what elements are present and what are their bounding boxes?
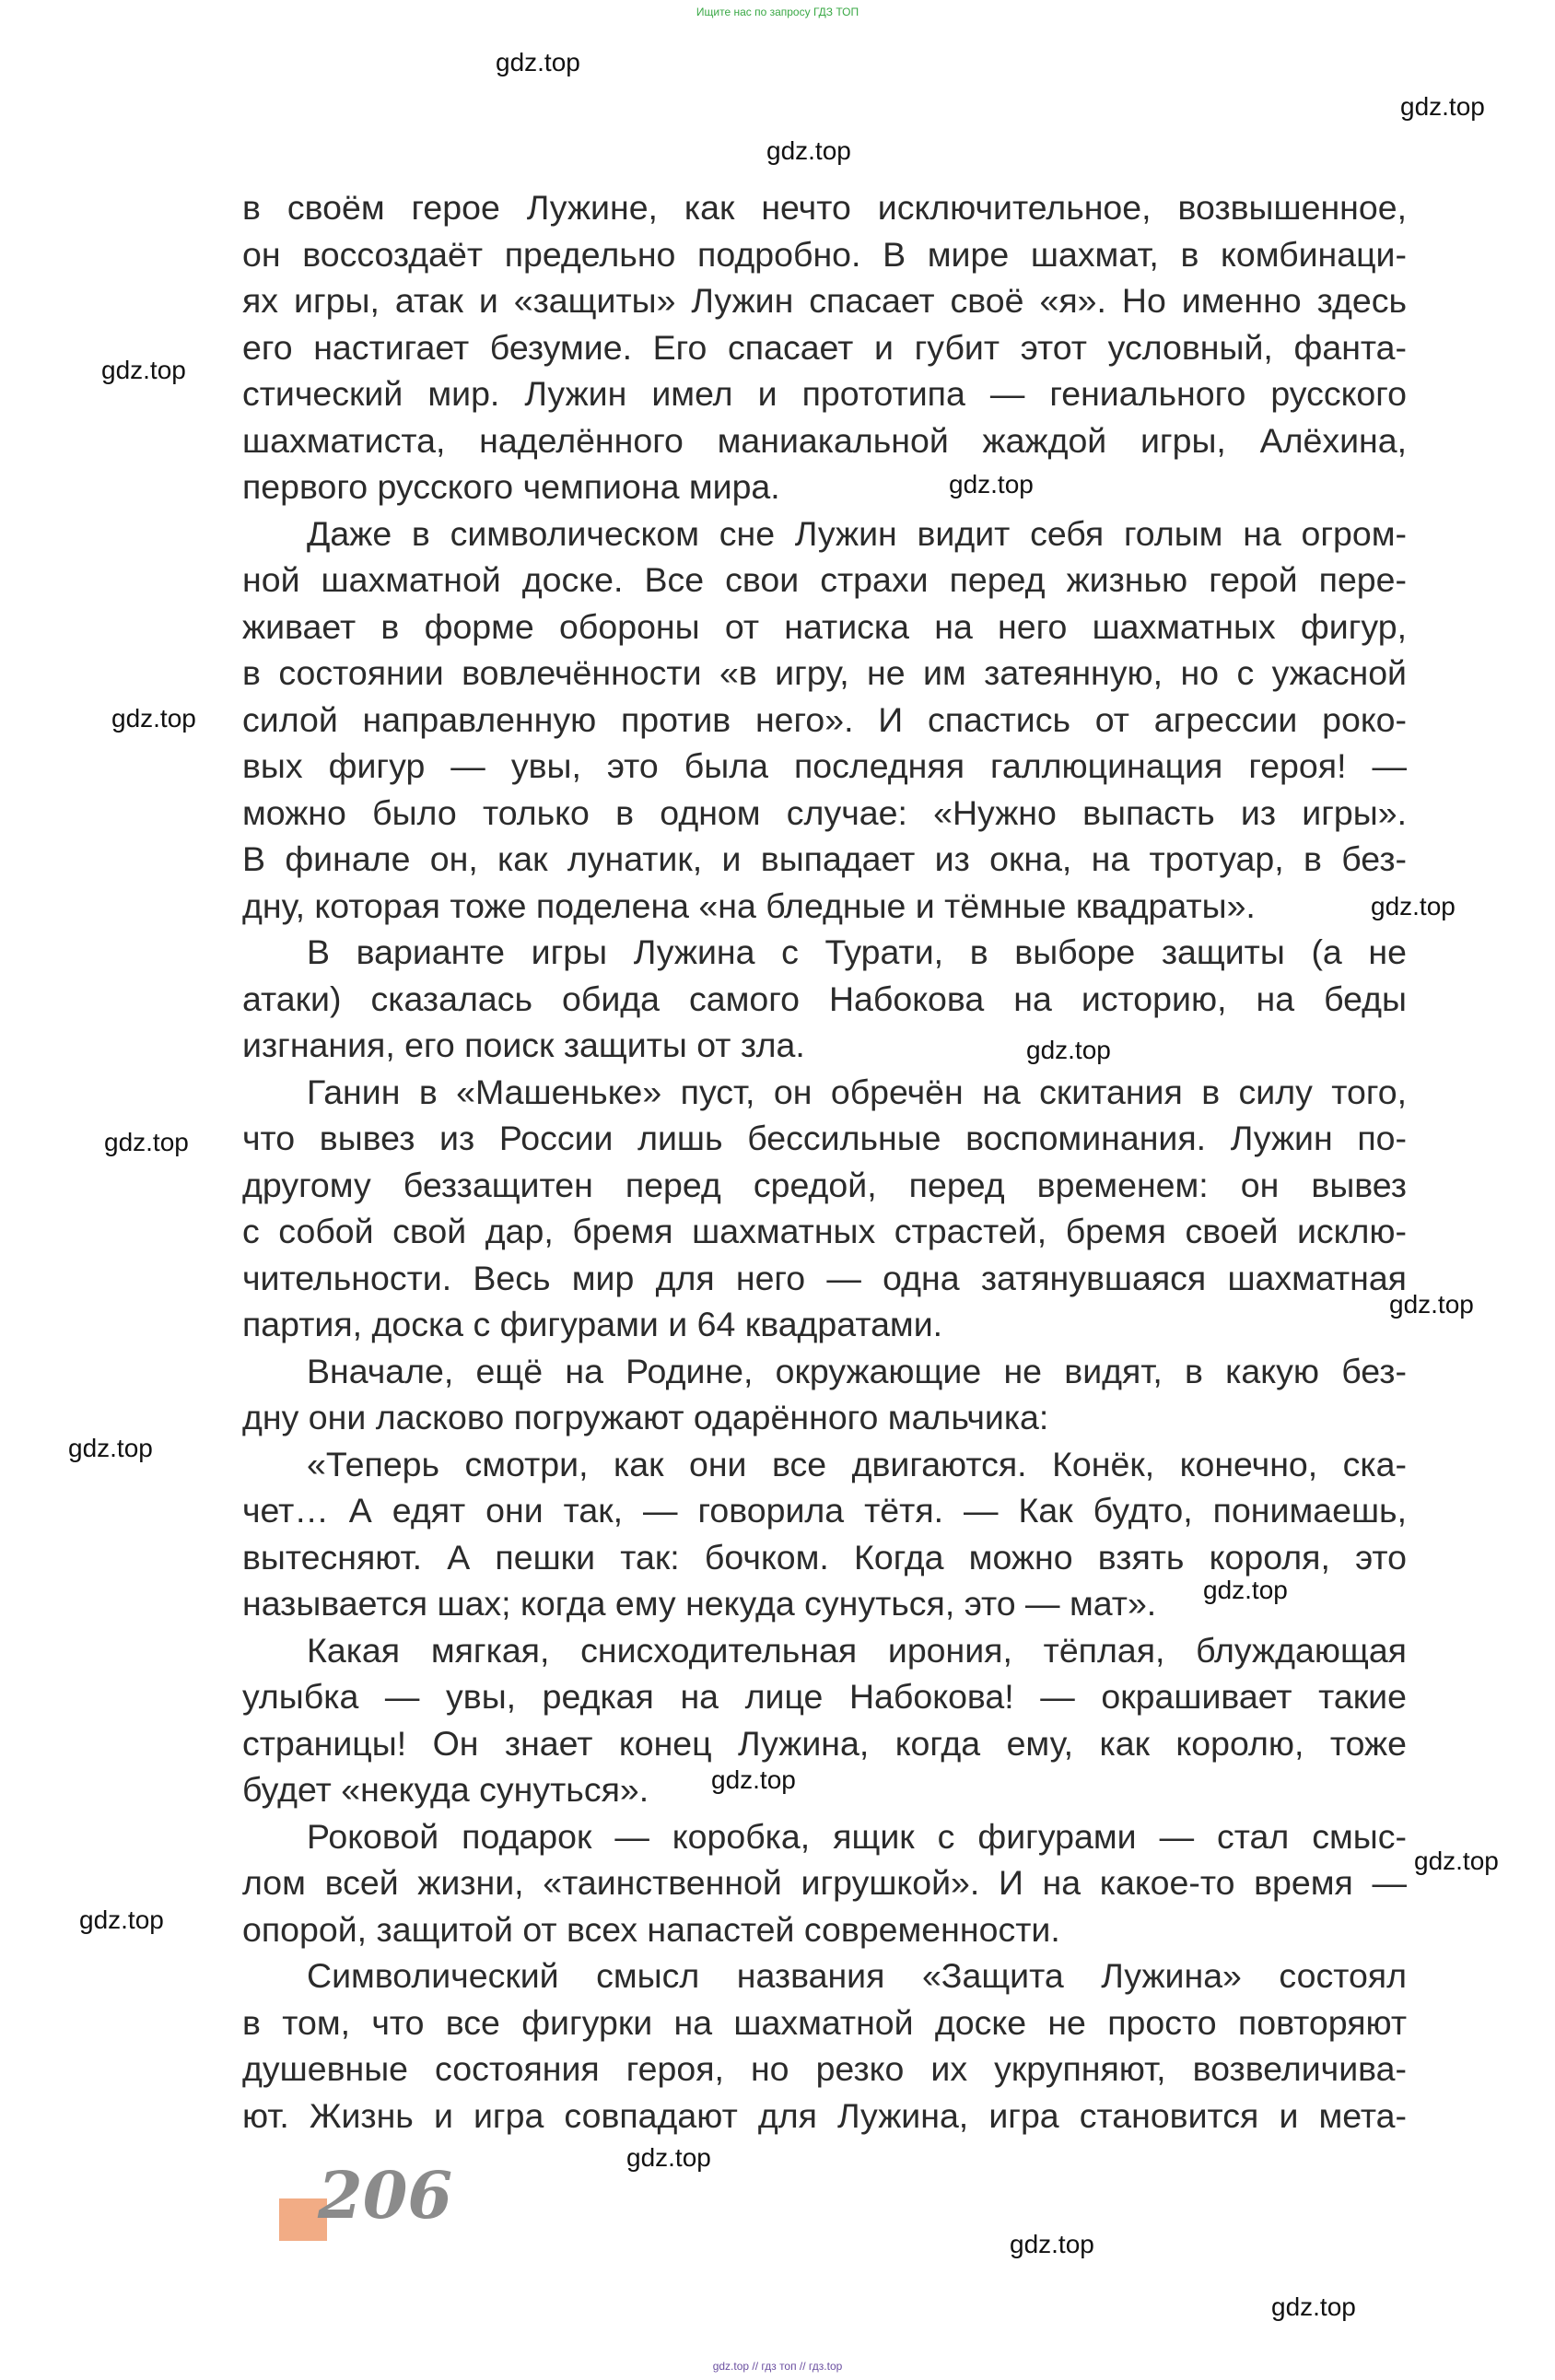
text-line: Даже в символическом сне Лужин видит себя голым на огром- xyxy=(307,513,1407,553)
text-line: ях игры, атак и «защиты» Лужин спасает своё «я». Но именно здесь xyxy=(242,281,1407,320)
watermark: gdz.top xyxy=(104,1128,189,1156)
watermark: gdz.top xyxy=(111,704,196,733)
text-line: дну они ласково погружают одарённого мальчика: xyxy=(242,1398,1049,1436)
text-line: Какая мягкая, снисходительная ирония, тёплая, блуждающая xyxy=(307,1630,1407,1670)
text-line: атаки) сказалась обида самого Набокова на историю, на беды xyxy=(242,979,1407,1018)
text-line: Вначале, ещё на Родине, окружающие не видят, в какую без- xyxy=(307,1351,1407,1390)
text-line: в том, что все фигурки на шахматной доске не просто повторяют xyxy=(242,2002,1407,2042)
text-line: живает в форме обороны от натиска на него шахматных фигур, xyxy=(242,606,1407,646)
text-line: называется шах; когда ему некуда сунуться, это — мат». xyxy=(242,1584,1157,1623)
watermark: gdz.top xyxy=(1414,1847,1499,1875)
text-line: в состоянии вовлечённости «в игру, не им затеянную, но с ужасной xyxy=(242,653,1407,692)
watermark: gdz.top xyxy=(711,1765,796,1794)
watermark: gdz.top xyxy=(766,136,851,165)
text-line: что вывез из России лишь бессильные воспоминания. Лужин по- xyxy=(242,1119,1407,1157)
text-line: в своём герое Лужине, как нечто исключительное, возвышенное, xyxy=(242,188,1407,227)
text-line: Ганин в «Машеньке» пуст, он обречён на скитания в силу того, xyxy=(307,1072,1407,1111)
text-line: партия, доска с фигурами и 64 квадратами. xyxy=(242,1305,943,1343)
text-line: силой направленную против него». И спастись от агрессии роко- xyxy=(242,699,1407,739)
text-line: его настигает безумие. Его спасает и губит этот условный, фанта- xyxy=(242,327,1407,367)
text-line: вытесняют. А пешки так: бочком. Когда можно взять короля, это xyxy=(242,1537,1407,1577)
text-line: ют. Жизнь и игра совпадают для Лужина, игра становится и мета- xyxy=(242,2095,1407,2135)
text-line: «Теперь смотри, как они все двигаются. Конёк, конечно, ска- xyxy=(307,1444,1407,1483)
watermark: gdz.top xyxy=(1389,1290,1474,1319)
text-line: изгнания, его поиск защиты от зла. xyxy=(242,1026,805,1064)
watermark: gdz.top xyxy=(79,1905,164,1934)
watermark: gdz.top xyxy=(68,1434,153,1462)
watermark: gdz.top xyxy=(1026,1036,1111,1064)
text-line: чет… А едят они так, — говорила тётя. — Как будто, понимаешь, xyxy=(242,1491,1407,1530)
watermark: gdz.top xyxy=(1010,2230,1094,2258)
watermark: gdz.top xyxy=(1271,2292,1356,2321)
text-line: Символический смысл названия «Защита Лужина» состоял xyxy=(307,1956,1407,1995)
search-hint-note: Ищите нас по запросу ГДЗ ТОП xyxy=(696,6,859,18)
text-line: шахматиста, наделённого маниакальной жаждой игры, Алёхина, xyxy=(242,420,1407,460)
text-line: опорой, защитой от всех напастей современности. xyxy=(242,1909,1060,1949)
footer-note: gdz.top // гдз топ // гдз.top xyxy=(712,2360,843,2373)
text-line: стический мир. Лужин имел и прототипа — гениального русского xyxy=(242,374,1407,413)
text-line: ной шахматной доске. Все свои страхи перед жизнью герой пере- xyxy=(242,560,1407,599)
watermark: gdz.top xyxy=(1400,92,1485,121)
watermark: gdz.top xyxy=(496,48,580,76)
text-line: лом всей жизни, «таинственной игрушкой». И на какое-то время — xyxy=(242,1863,1407,1902)
watermark: gdz.top xyxy=(949,470,1034,498)
text-line: В финале он, как лунатик, и выпадает из окна, на тротуар, в без- xyxy=(242,839,1407,878)
text-line: душевные состояния героя, но резко их укрупняют, возвеличива- xyxy=(242,2049,1407,2088)
text-line: будет «некуда сунуться». xyxy=(242,1770,649,1809)
text-line: В варианте игры Лужина с Турати, в выборе защиты (а не xyxy=(307,932,1407,971)
page-number: 206 xyxy=(318,2157,453,2233)
text-line: чительности. Весь мир для него — одна затянувшаяся шахматная xyxy=(242,1258,1407,1297)
text-line: другому беззащитен перед средой, перед временем: он вывез xyxy=(242,1165,1407,1204)
watermark: gdz.top xyxy=(101,356,186,384)
watermark: gdz.top xyxy=(1203,1576,1288,1604)
text-line: с собой свой дар, бремя шахматных страстей, бремя своей исклю- xyxy=(242,1212,1407,1250)
body-text xyxy=(242,184,1407,2139)
text-line: Роковой подарок — коробка, ящик с фигурами — стал смыс- xyxy=(307,1816,1407,1856)
text-line: дну, которая тоже поделена «на бледные и тёмные квадраты». xyxy=(242,885,1256,925)
text-line: улыбка — увы, редкая на лице Набокова! — окрашивает такие xyxy=(242,1677,1407,1716)
text-line: первого русского чемпиона мира. xyxy=(242,467,780,506)
watermark: gdz.top xyxy=(1371,892,1456,920)
text-line: страницы! Он знает конец Лужина, когда ему, как королю, тоже xyxy=(242,1723,1407,1763)
text-line: он воссоздаёт предельно подробно. В мире шахмат, в комбинаци- xyxy=(242,234,1407,274)
watermark: gdz.top xyxy=(626,2143,711,2172)
text-line: вых фигур — увы, это была последняя галлюцинация героя! — xyxy=(242,746,1407,785)
text-line: можно было только в одном случае: «Нужно выпасть из игры». xyxy=(242,792,1407,832)
